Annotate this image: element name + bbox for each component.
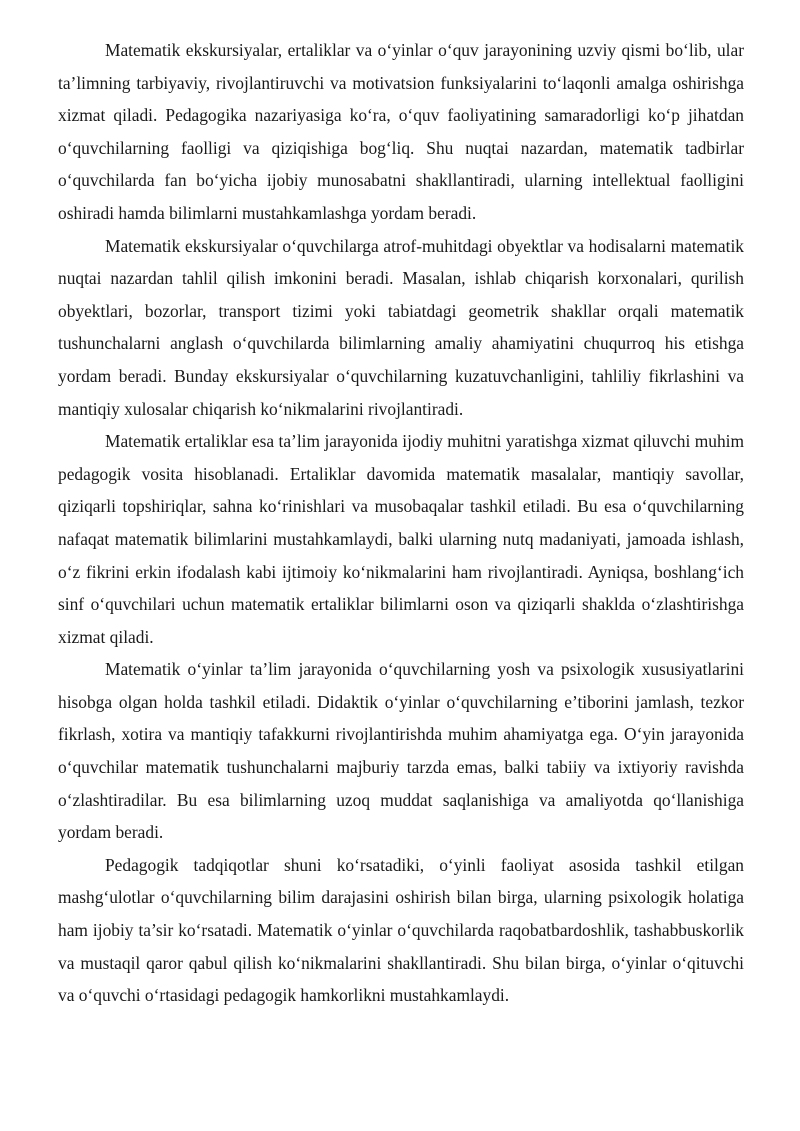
paragraph-games: Matematik o‘yinlar ta’lim jarayonida o‘quvchilarning yosh va psixologik xususiyatlarini hisobga olgan holda tashkil etiladi. Didaktik o‘yinlar o‘quvchilarning e’tiborini jamlash, tezkor fikrlash, xotira va mantiqiy tafakkurni rivojlantirishda muhim ahamiyatga ega. O‘yin jarayonida o‘quvchilar matematik tushunchalarni majburiy tarzda emas, balki tabiiy va ixtiyoriy ravishda o‘zlashtiradilar. Bu esa bilimlarning uzoq muddat saqlanishiga va amaliyotda qo‘llanishiga yordam beradi. xyxy=(58,659,744,843)
paragraph-excursions-intro: Matematik ekskursiyalar, ertaliklar va o‘yinlar o‘quv jarayonining uzviy qismi bo‘lib, ular ta’limning tarbiyaviy, rivojlantiruvchi va motivatsion funksiyalarini to‘laqonli amalga oshirishga xizmat qiladi. Pedagogika nazariyasiga ko‘ra, o‘quv faoliyatining samaradorligi ko‘p jihatdan o‘quvchilarning faolligi va qiziqishiga bog‘liq. Shu nuqtai nazardan, matematik tadbirlar o‘quvchilarda fan bo‘yicha ijobiy munosabatni shakllantiradi, ularning intellektual faolligini oshiradi hamda bilimlarni mustahkamlashga yordam beradi. xyxy=(58,40,744,223)
paragraph-research: Pedagogik tadqiqotlar shuni ko‘rsatadiki, o‘yinli faoliyat asosida tashkil etilgan mashg‘ulotlar o‘quvchilarning bilim darajasini oshirish bilan birga, ularning psixologik holatiga ham ijobiy ta’sir ko‘rsatadi. Matematik o‘yinlar o‘quvchilarda raqobatbardoshlik, tashabbuskorlik va mustaqil qaror qabul qilish ko‘nikmalarini shakllantiradi. Shu bilan birga, o‘yinlar o‘qituvchi va o‘quvchi o‘rtasidagi pedagogik hamkorlikni mustahkamlaydi. xyxy=(58,854,744,1006)
paragraph-excursions: Matematik ekskursiyalar o‘quvchilarga atrof-muhitdagi obyektlar va hodisalarni matematik nuqtai nazardan tahlil qilish imkonini beradi. Masalan, ishlab chiqarish korxonalari, qurilish obyektlari, bozorlar, transport tizimi yoki tabiatdagi geometrik shakllar orqali matematik tushunchalarni anglash o‘quvchilarda bilimlarning amaliy ahamiyatini chuqurroq his etishga yordam beradi. Bunday ekskursiyalar o‘quvchilarning kuzatuvchanligini, tahliliy fikrlashini va mantiqiy xulosalar chiqarish ko‘nikmalarini rivojlantiradi. xyxy=(58,235,744,419)
document-page xyxy=(58,34,744,1012)
paragraph-mornings: Matematik ertaliklar esa ta’lim jarayonida ijodiy muhitni yaratishga xizmat qiluvchi muhim pedagogik vosita hisoblanadi. Ertaliklar davomida matematik masalalar, mantiqiy savollar, qiziqarli topshiriqlar, sahna ko‘rinishlari va musobaqalar tashkil etiladi. Bu esa o‘quvchilarning nafaqat matematik bilimlarini mustahkamlaydi, balki ularning nutq madaniyati, jamoada ishlash, o‘z fikrini erkin ifodalash kabi ijtimoiy ko‘nikmalarini ham rivojlantiradi. Ayniqsa, boshlang‘ich sinf o‘quvchilari uchun matematik ertaliklar bilimlarni oson va qiziqarli shaklda o‘zlashtirishga xizmat qiladi. xyxy=(58,431,744,647)
